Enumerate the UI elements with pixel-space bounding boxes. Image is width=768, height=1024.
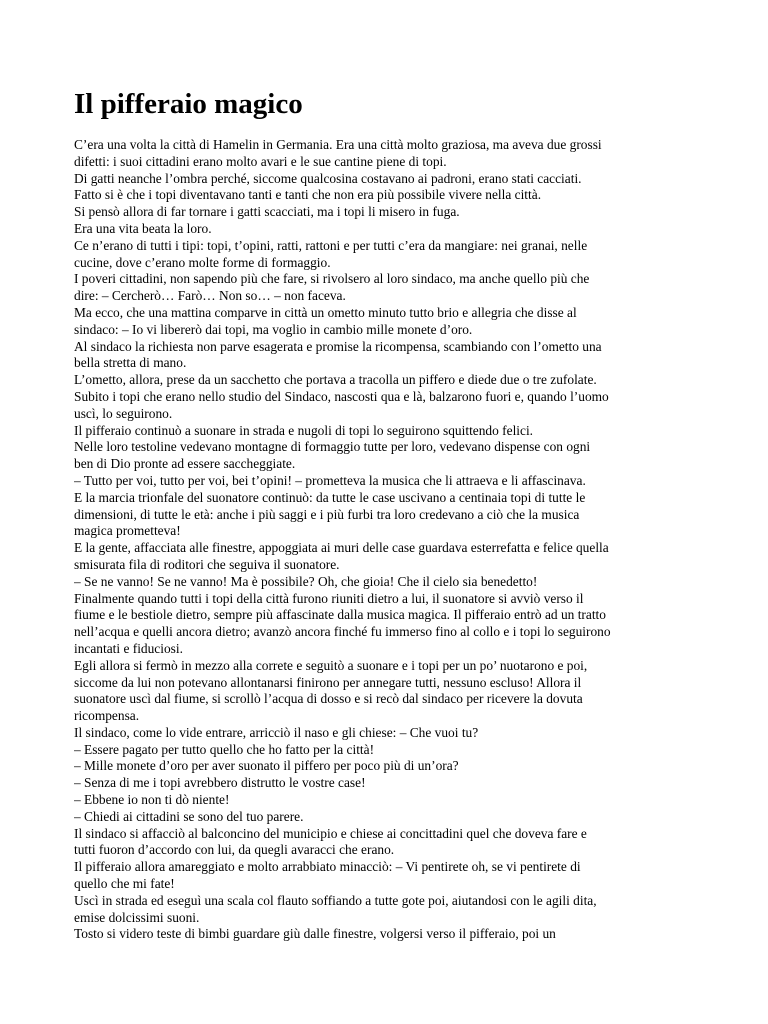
text-line: dimensioni, di tutte le età: anche i più saggi e i più furbi tra loro credevano a ciò che la musica — [74, 506, 580, 522]
text-line: bella stretta di mano. — [74, 355, 187, 371]
text-line: smisurata fila di roditori che seguiva il suonatore. — [74, 556, 340, 572]
text-line: Egli allora si fermò in mezzo alla correte e seguitò a suonare e i topi per un po’ nuotarono e poi, — [74, 657, 588, 673]
text-line: Fatto si è che i topi diventavano tanti e tanti che non era più possibile vivere nella città. — [74, 187, 542, 203]
page-title: Il pifferaio magico — [74, 88, 303, 120]
text-line: I poveri cittadini, non sapendo più che fare, si rivolsero al loro sindaco, ma anche quello più che — [74, 271, 590, 287]
text-line: E la marcia trionfale del suonatore continuò: da tutte le case uscivano a centinaia topi di tutte le — [74, 489, 586, 505]
text-line: C’era una volta la città di Hamelin in Germania. Era una città molto graziosa, ma aveva due grossi — [74, 137, 602, 152]
text-line: Subito i topi che erano nello studio del Sindaco, nascosti qua e là, balzarono fuori e, quando l’uomo — [74, 388, 609, 404]
text-line: Di gatti neanche l’ombra perché, siccome qualcosina costavano ai padroni, erano stati cacciati. — [74, 170, 582, 186]
text-line: Tosto si videro teste di bimbi guardare giù dalle finestre, volgersi verso il pifferaio, poi un — [74, 926, 556, 942]
text-line: Finalmente quando tutti i topi della città furono riuniti dietro a lui, il suonatore si avviò verso il — [74, 590, 584, 606]
text-line: Si pensò allora di far tornare i gatti scacciati, ma i topi li misero in fuga. — [74, 204, 460, 220]
text-line: incantati e fiduciosi. — [74, 640, 183, 656]
text-line: Era una vita beata la loro. — [74, 220, 212, 236]
text-line: dire: – Cercherò… Farò… Non so… – non faceva. — [74, 288, 346, 304]
text-line: Ma ecco, che una mattina comparve in città un ometto minuto tutto brio e allegria che disse al — [74, 304, 577, 320]
text-line: Il sindaco si affacciò al balconcino del municipio e chiese ai concittadini quel che doveva fare e — [74, 825, 587, 841]
text-line: suonatore uscì dal fiume, si scrollò l’acqua di dosso e si recò dal sindaco per ricevere la dovuta — [74, 691, 583, 707]
text-line: magica prometteva! — [74, 523, 181, 539]
text-line: difetti: i suoi cittadini erano molto avari e le sue cantine piene di topi. — [74, 153, 447, 169]
text-line: cucine, dove c’erano molte forme di formaggio. — [74, 254, 331, 270]
text-line: – Chiedi ai cittadini se sono del tuo parere. — [74, 808, 304, 824]
text-line: Al sindaco la richiesta non parve esagerata e promise la ricompensa, scambiando con l’ometto una — [74, 338, 602, 354]
text-line: Uscì in strada ed eseguì una scala col flauto soffiando a tutte gote poi, aiutandosi con le agili dita, — [74, 892, 597, 908]
text-line: Il pifferaio continuò a suonare in strada e nugoli di topi lo seguirono squittendo felici. — [74, 422, 534, 438]
text-line: quello che mi fate! — [74, 876, 175, 892]
story-text — [74, 137, 714, 943]
text-line: Il sindaco, come lo vide entrare, arricciò il naso e gli chiese: – Che vuoi tu? — [74, 724, 479, 740]
text-line: – Senza di me i topi avrebbero distrutto le vostre case! — [74, 775, 366, 791]
text-line: tutti fuoron d’accordo con lui, da quegli avaracci che erano. — [74, 842, 395, 858]
text-line: Nelle loro testoline vedevano montagne di formaggio tutte per loro, vedevano dispense con ogni — [74, 439, 591, 455]
text-line: siccome da lui non potevano allontanarsi finirono per annegare tutti, nessuno escluso! Allora il — [74, 674, 582, 690]
text-line: emise dolcissimi suoni. — [74, 909, 200, 925]
text-line: – Se ne vanno! Se ne vanno! Ma è possibile? Oh, che gioia! Che il cielo sia benedetto! — [74, 573, 538, 589]
text-line: uscì, lo seguirono. — [74, 405, 173, 421]
text-line: fiume e le bestiole dietro, sempre più affascinate dalla musica magica. Il pifferaio entrò ad un tratto — [74, 607, 606, 623]
text-line: – Mille monete d’oro per aver suonato il piffero per poco più di un’ora? — [74, 758, 459, 774]
text-line: sindaco: – Io vi libererò dai topi, ma voglio in cambio mille monete d’oro. — [74, 321, 473, 337]
text-line: Il pifferaio allora amareggiato e molto arrabbiato minacciò: – Vi pentirete oh, se vi pentirete di — [74, 859, 581, 875]
text-line: Ce n’erano di tutti i tipi: topi, t’opini, ratti, rattoni e per tutti c’era da mangiare: nei granai, nelle — [74, 237, 588, 253]
text-line: E la gente, affacciata alle finestre, appoggiata ai muri delle case guardava esterrefatta e felice quella — [74, 540, 609, 556]
text-line: ben di Dio pronte ad essere saccheggiate. — [74, 456, 296, 472]
text-line: – Ebbene io non ti dò niente! — [74, 792, 230, 808]
text-line: – Tutto per voi, tutto per voi, bei t’opini! – prometteva la musica che li attraeva e li affascinava. — [74, 472, 586, 488]
text-line: L’ometto, allora, prese da un sacchetto che portava a tracolla un piffero e diede due o tre zufolate. — [74, 372, 597, 388]
text-line: ricompensa. — [74, 708, 140, 724]
text-line: – Essere pagato per tutto quello che ho fatto per la città! — [74, 741, 375, 757]
text-line: nell’acqua e quelli ancora dietro; avanzò ancora finché fu immerso fino al collo e i topi lo seguirono — [74, 624, 611, 640]
